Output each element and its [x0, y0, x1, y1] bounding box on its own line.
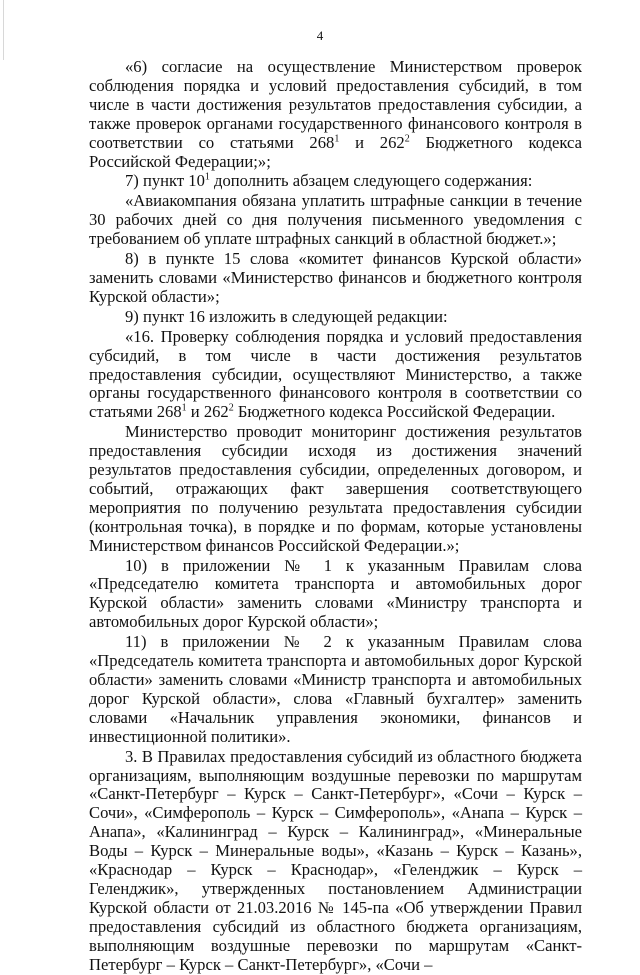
- paragraph-text: 10) в приложении № 1 к указанным Правилам слова «Председателю комитета транспорта и автомобильных дорог Курской области» заменить словами «Министру транспорта и автомобильных дорог Курской области»;: [89, 555, 582, 632]
- superscript: 2: [228, 402, 234, 414]
- paragraph-text: дополнить абзацем следующего содержания:: [209, 171, 533, 191]
- paragraph-text: «Авиакомпания обязана уплатить штрафные санкции в течение 30 рабочих дней со дня получения письменного уведомления с требованием об уплате штрафных санкций в областной бюджет.»;: [89, 191, 582, 249]
- paragraph-text: 3. В Правилах предоставления субсидий из областного бюджета организациям, выполняющим воздушные перевозки по маршрутам «Санкт-Петербург – Курск – Санкт-Петербург», «Сочи – Курск – Сочи», «Симферополь – Курск – Симферополь», «Анапа – Курск – Анапа», «Калининград – Курск – Калининград», «Минеральные Воды – Курск – Минеральные воды», «Казань – Курск – Казань», «Краснодар – Курск – Краснодар», «Геленджик – Курск – Геленджик», утвержденных постановлением Администрации Курской области от 21.03.2016 № 145-па «Об утверждении Правил предоставления субсидий из областного бюджета организациям, выполняющим воздушные перевозки по маршрутам «Санкт-Петербург – Курск – Санкт-Петербург», «Сочи –: [89, 746, 582, 974]
- paragraph-text: и 262: [186, 402, 229, 422]
- paragraph-text: и 262: [339, 132, 405, 152]
- paragraph-text: 11) в приложении № 2 к указанным Правилам слова «Председатель комитета транспорта и автомобильных дорог Курской области» заменить словами «Министр транспорта и автомобильных дорог Курской области», слова «Главный бухгалтер» заменить словами «Начальник управления экономики, финансов и инвестиционной политики».: [89, 632, 582, 746]
- page-number: 4: [316, 28, 324, 43]
- paragraph-text: Бюджетного кодекса Российской Федерации;»;: [89, 132, 582, 171]
- superscript: 2: [404, 133, 410, 145]
- paragraph-text: 7) пункт 10: [125, 171, 205, 191]
- superscript: 1: [204, 171, 210, 183]
- paragraph: [89, 192, 582, 249]
- paragraph-text: «16. Проверку соблюдения порядка и условий предоставления субсидий, в том числе в части достижения результатов предоставления субсидии, осуществляют Министерство, а также органы государственного финансового контроля в соответствии со статьями 268: [89, 326, 582, 422]
- superscript: 1: [181, 402, 187, 414]
- paragraph: [89, 58, 582, 171]
- paragraph: [89, 423, 582, 555]
- paragraph: [89, 328, 582, 423]
- paragraph: [89, 633, 582, 746]
- superscript: 1: [334, 133, 340, 145]
- paragraph: [89, 250, 582, 307]
- paragraph-text: «6) согласие на осуществление Министерством проверок соблюдения порядка и условий предоставления субсидий, в том числе в части достижения результатов предоставления субсидии, а также проверок органами государственного финансового контроля в соответствии со статьями 268: [89, 57, 582, 152]
- document-body: [89, 58, 582, 975]
- paragraph-text: Бюджетного кодекса Российской Федерации.: [233, 402, 556, 422]
- paragraph-text: 8) в пункте 15 слова «комитет финансов Курской области» заменить словами «Министерство финансов и бюджетного контроля Курской области»;: [89, 249, 582, 306]
- paragraph: [89, 557, 582, 633]
- paragraph: [89, 308, 582, 327]
- paragraph: [89, 748, 582, 975]
- paragraph-text: 9) пункт 16 изложить в следующей редакции:: [125, 306, 448, 326]
- paragraph: [89, 172, 582, 191]
- paragraph-text: Министерство проводит мониторинг достижения результатов предоставления субсидии исходя из достижения значений результатов предоставления субсидии, определенных договором, и событий, отражающих факт завершения соответствующего мероприятия по получению результата предоставления субсидии (контрольная точка), в порядке и по формам, которые установлены Министерством финансов Российской Федерации.»;: [89, 422, 582, 555]
